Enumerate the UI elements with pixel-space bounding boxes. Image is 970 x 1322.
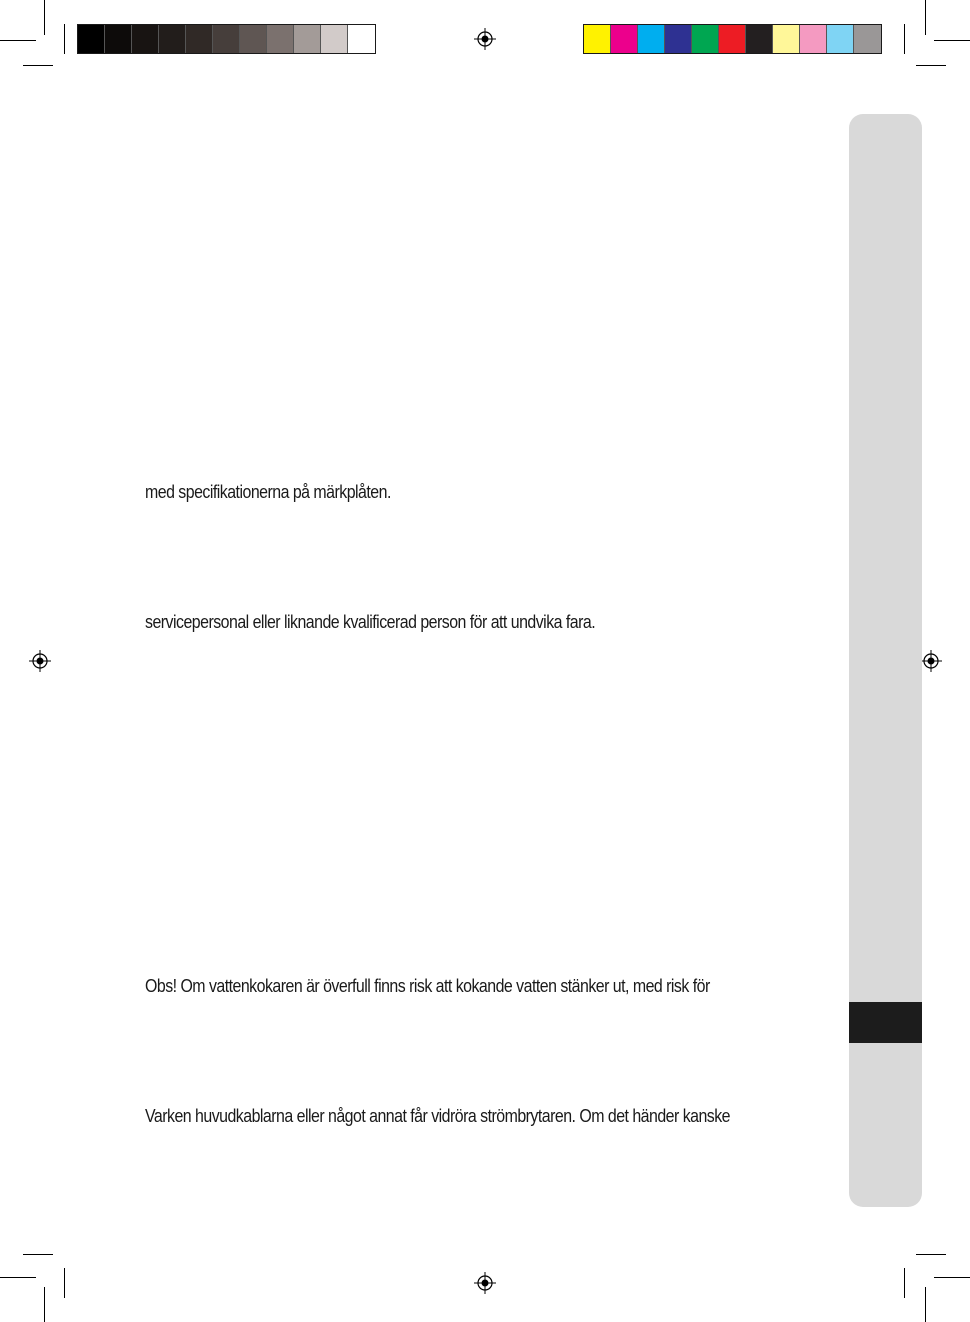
crop-mark bbox=[904, 1268, 905, 1298]
crop-mark bbox=[0, 40, 36, 41]
color-swatch bbox=[213, 25, 240, 53]
crop-mark bbox=[44, 1287, 45, 1322]
color-swatch bbox=[321, 25, 348, 53]
grayscale-color-bar bbox=[77, 24, 376, 54]
crop-mark bbox=[925, 1287, 926, 1322]
crop-mark bbox=[23, 65, 53, 66]
crosshair-circle-icon bbox=[474, 28, 496, 50]
crop-mark bbox=[44, 0, 45, 35]
color-swatch bbox=[105, 25, 132, 53]
crop-mark bbox=[916, 1254, 946, 1255]
color-swatch bbox=[746, 25, 773, 53]
crosshair-circle-icon bbox=[474, 1272, 496, 1294]
language-tab-marker bbox=[849, 1002, 922, 1043]
color-swatch bbox=[827, 25, 854, 53]
color-swatch bbox=[240, 25, 267, 53]
crop-mark bbox=[64, 24, 65, 54]
color-swatch bbox=[638, 25, 665, 53]
color-swatch bbox=[186, 25, 213, 53]
language-side-tab bbox=[849, 114, 922, 1207]
color-swatch bbox=[267, 25, 294, 53]
color-swatch bbox=[854, 25, 881, 53]
body-text-line: Varken huvudkablarna eller något annat får vidröra strömbrytaren. Om det händer kanske bbox=[145, 1105, 731, 1126]
color-swatch bbox=[78, 25, 105, 53]
color-swatch bbox=[800, 25, 827, 53]
color-swatch bbox=[348, 25, 375, 53]
color-swatch bbox=[692, 25, 719, 53]
crop-mark bbox=[934, 40, 970, 41]
color-swatch bbox=[132, 25, 159, 53]
color-swatch bbox=[611, 25, 638, 53]
body-text-line: servicepersonal eller liknande kvalificerad person för att undvika fara. bbox=[145, 611, 596, 632]
color-swatch bbox=[719, 25, 746, 53]
crop-mark bbox=[925, 0, 926, 35]
crop-mark bbox=[934, 1277, 970, 1278]
body-text-line: med specifikationerna på märkplåten. bbox=[145, 481, 391, 502]
crosshair-circle-icon bbox=[920, 650, 942, 672]
color-swatch bbox=[159, 25, 186, 53]
color-swatch bbox=[584, 25, 611, 53]
crop-mark bbox=[64, 1268, 65, 1298]
color-swatch bbox=[773, 25, 800, 53]
body-text-line: Obs! Om vattenkokaren är överfull finns risk att kokande vatten stänker ut, med risk för bbox=[145, 975, 710, 996]
color-swatch bbox=[294, 25, 321, 53]
crop-mark bbox=[916, 65, 946, 66]
crop-mark bbox=[23, 1254, 53, 1255]
color-swatch bbox=[665, 25, 692, 53]
process-color-bar bbox=[583, 24, 882, 54]
crosshair-circle-icon bbox=[29, 650, 51, 672]
crop-mark bbox=[0, 1277, 36, 1278]
crop-mark bbox=[904, 24, 905, 54]
